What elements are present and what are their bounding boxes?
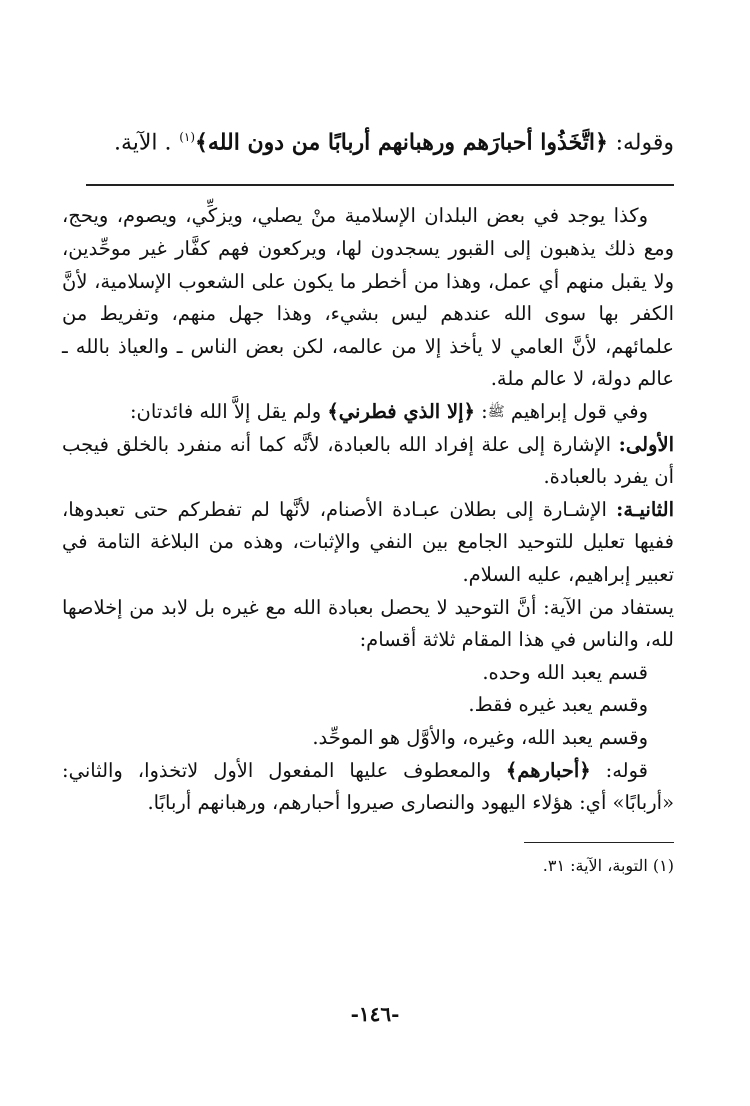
ibrahim-colon: : [481, 399, 488, 423]
ibrahim-verse: ﴿إلا الذي فطرني﴾ [327, 399, 475, 423]
paragraph-second-benefit [62, 494, 674, 592]
list-item: قسم يعبد الله وحده. [482, 660, 648, 684]
first-benefit-text: الإشارة إلى علة إفراد الله بالعبادة، لأنَّه كما أنه منفرد بالخلق فيجب أن يفرد بالعبادة. [62, 432, 674, 489]
ibrahim-suffix: ولم يقل إلاَّ الله فائدتان: [129, 399, 322, 423]
verse-lead: وقوله: [615, 130, 674, 156]
top-verse-line [62, 118, 674, 162]
footnote-ref: (١) [179, 130, 196, 144]
closing-verse: ﴿أحبارهم﴾ [505, 758, 591, 782]
closing-text: والمعطوف عليها المفعول الأول لاتخذوا، والثاني: «أربابًا» أي: هؤلاء اليهود والنصارى صيروا أحبارهم، ورهبانهم أربابًا. [62, 758, 674, 815]
paragraph-lesson: يستفاد من الآية: أنَّ التوحيد لا يحصل بعبادة الله مع غيره بل لابد من إخلاصها لله، والناس في هذا المقام ثلاثة أقسام: [62, 595, 674, 652]
list-item: وقسم يعبد غيره فقط. [468, 693, 648, 717]
salutation-symbol: ﷺ [487, 404, 505, 421]
section-divider [86, 184, 674, 186]
second-benefit-label: الثانيـة: [616, 497, 675, 521]
paragraph-closing [62, 755, 674, 820]
footnote: (١) التوبة، الآية: ٣١. [542, 855, 674, 875]
paragraph-1: وكذا يوجد في بعض البلدان الإسلامية منْ يصلي، ويزكِّي، ويصوم، ويحج، ومع ذلك يذهبون إلى القبور يسجدون لها، ويركعون فهم كفَّار غير موحِّدين، ولا يقبل منهم أي عمل، وهذا من أخطر ما يكون على الشعوب الإسلامية، لأنَّ الكفر بها سوى الله عندهم ليس بشيء، وهذا جهل منهم، وتفريط من علمائهم، لأنَّ العامي لا يأخذ إلا من عالمه، لكن بعض الناس ـ والعياذ بالله ـ عالم دولة، لا عالم ملة. [62, 204, 674, 391]
verse-text: ﴿اتَّخَذُوا أحبارَهم ورهبانهم أربابًا من دون الله﴾ [195, 129, 608, 156]
ibrahim-prefix: وفي قول إبراهيم [510, 399, 648, 423]
paragraph-ibrahim [62, 396, 674, 429]
footnote-divider [524, 842, 674, 843]
list-item: وقسم يعبد الله، وغيره، والأوَّل هو الموحِّد. [312, 726, 648, 750]
verse-tail: . الآية. [113, 130, 172, 156]
page-number: -١٤٦- [350, 1002, 400, 1026]
first-benefit-label: الأولى: [618, 432, 674, 456]
paragraph-first-benefit [62, 429, 674, 494]
second-benefit-text: الإشـارة إلى بطلان عبـادة الأصنام، لأنَّها لم تفطركم حتى تعبدوها، ففيها تعليل للتوحيد الجامع بين النفي والإثبات، وهذه من البلاغة التامة في تعبير إبراهيم، عليه السلام. [62, 497, 674, 587]
page-body [62, 118, 674, 1048]
closing-lead: قوله: [605, 758, 648, 782]
